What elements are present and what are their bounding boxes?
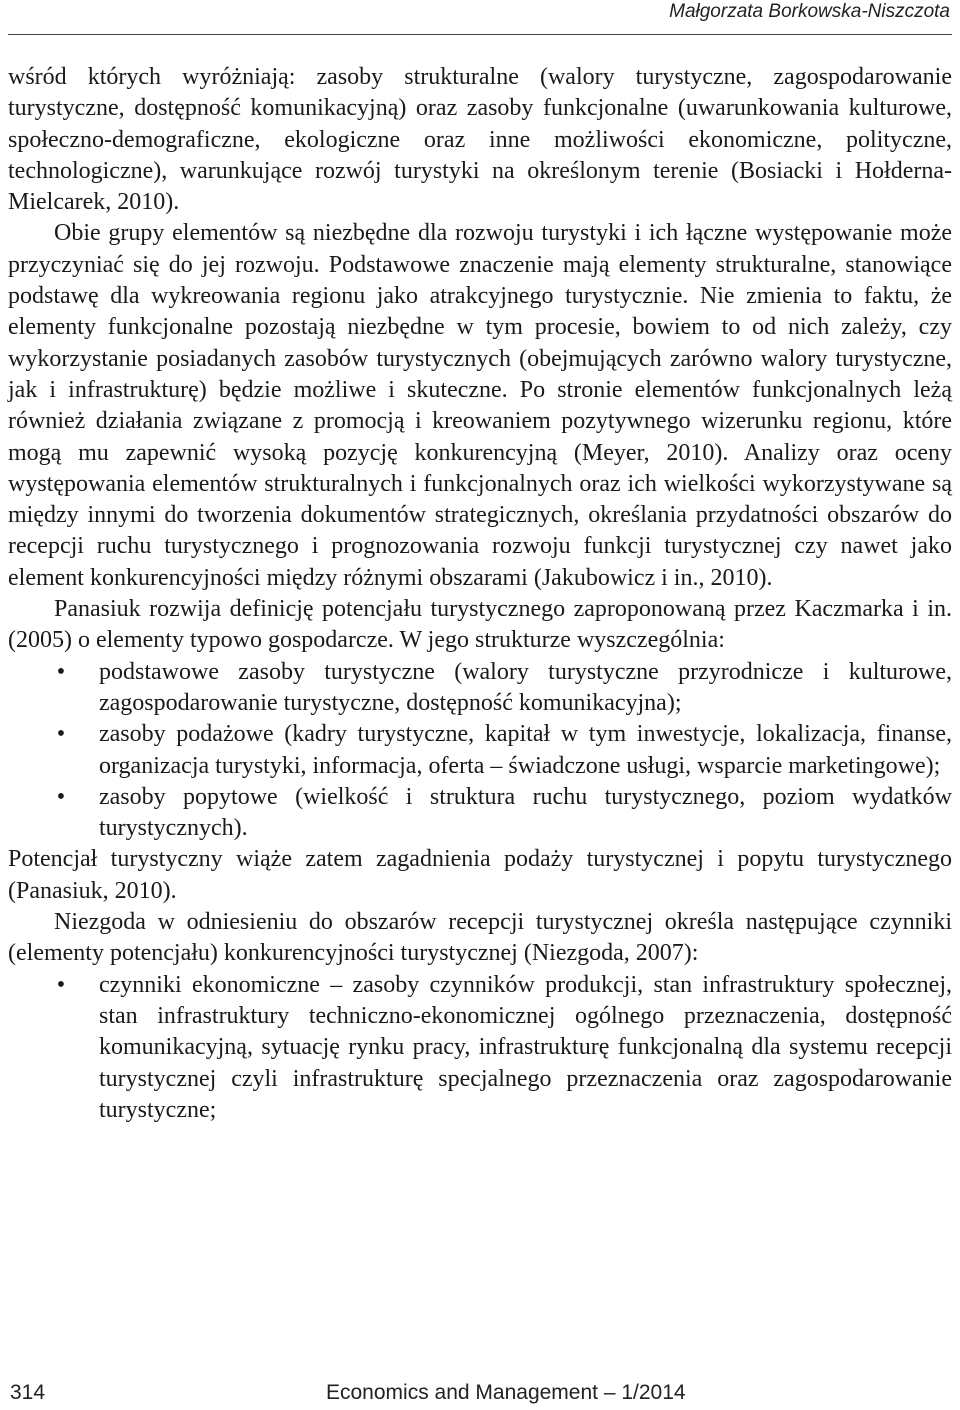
journal-name: Economics and Management – 1/2014: [326, 1381, 686, 1404]
list-item: [8, 719, 952, 782]
bullet-list: [8, 657, 952, 845]
list-item-text: czynniki ekonomiczne – zasoby czynników produkcji, stan infrastruktury społecznej, stan infrastruktury techniczno-ekonomicznej ogólnego przeznaczenia, dostępność komunikacyjną, sytuację rynku pracy, infrastrukturę funkcjonalną dla systemu recepcji turystycznej czyli infrastrukturę specjalnego przeznaczenia oraz zagospodarowanie turystyczne;: [99, 971, 952, 1123]
paragraph: wśród których wyróżniają: zasoby strukturalne (walory turystyczne, zagospodarowanie turystyczne, dostępność komunikacyjną) oraz zasoby funkcjonalne (uwarunkowania kulturowe, społeczno-demograficzne, ekologiczne oraz inne możliwości ekonomiczne, polityczne, technologiczne), warunkujące rozwój turystyki na określonym terenie (Bosiacki i Hołderna-Mielcarek, 2010).: [8, 64, 952, 216]
running-header: [8, 0, 952, 35]
list-item: [8, 782, 952, 845]
paragraph: Niezgoda w odniesieniu do obszarów recepcji turystycznej określa następujące czynniki (elementy potencjału) konkurencyjności turystycznej (Niezgoda, 2007):: [8, 909, 952, 967]
bullet-icon: •: [56, 783, 66, 810]
list-item-text: zasoby popytowe (wielkość i struktura ruchu turystycznego, poziom wydatków turystycznych).: [99, 783, 952, 842]
bullet-list: [8, 970, 952, 1126]
header-author: Małgorzata Borkowska-Niszczota: [669, 1, 950, 22]
list-item: [8, 657, 952, 720]
page-number: 314: [10, 1381, 46, 1404]
list-item: [8, 970, 952, 1126]
page-body: [8, 62, 952, 1126]
bullet-icon: •: [56, 971, 66, 998]
bullet-icon: •: [56, 658, 66, 685]
paragraph: Obie grupy elementów są niezbędne dla rozwoju turystyki i ich łączne występowanie może przyczyniać się do jej rozwoju. Podstawowe znaczenie mają elementy strukturalne, stanowiące podstawę dla wykreowania regionu jako atrakcyjnego turystycznie. Nie zmienia to faktu, że elementy funkcjonalne pozostają niezbędne w tym procesie, bowiem to od nich zależy, czy wykorzystanie posiadanych zasobów turystycznych (obejmujących zarówno walory turystyczne, jak i infrastrukturę) będzie możliwe i skuteczne. Po stronie elementów funkcjonalnych leżą również działania związane z promocją i kreowaniem pozytywnego wizerunku regionu, które mogą mu zapewnić wysoką pozycję konkurencyjną (Meyer, 2010). Analizy oraz oceny występowania elementów strukturalnych i funkcjonalnych oraz ich wielkości wykorzystywane są między innymi do tworzenia dokumentów strategicznych, określania przydatności obszarów do recepcji ruchu turystycznego i prognozowania rozwoju funkcji turystycznej czy nawet jako element konkurencyjności między różnymi obszarami (Jakubowicz i in., 2010).: [8, 220, 952, 591]
bullet-icon: •: [56, 721, 66, 748]
list-item-text: zasoby podażowe (kadry turystyczne, kapitał w tym inwestycje, lokalizacja, finanse, organizacja turystyki, informacja, oferta – świadczone usługi, wsparcie marketingowe);: [99, 721, 952, 779]
page-footer: [8, 1378, 952, 1408]
paragraph: Potencjał turystyczny wiąże zatem zagadnienia podaży turystycznej i popytu turystycznego (Panasiuk, 2010).: [8, 846, 952, 904]
list-item-text: podstawowe zasoby turystyczne (walory turystyczne przyrodnicze i kulturowe, zagospodarowanie turystyczne, dostępność komunikacyjna);: [99, 658, 952, 716]
paragraph: Panasiuk rozwija definicję potencjału turystycznego zaproponowaną przez Kaczmarka i in. (2005) o elementy typowo gospodarcze. W jego strukturze wyszczególnia:: [8, 596, 952, 654]
